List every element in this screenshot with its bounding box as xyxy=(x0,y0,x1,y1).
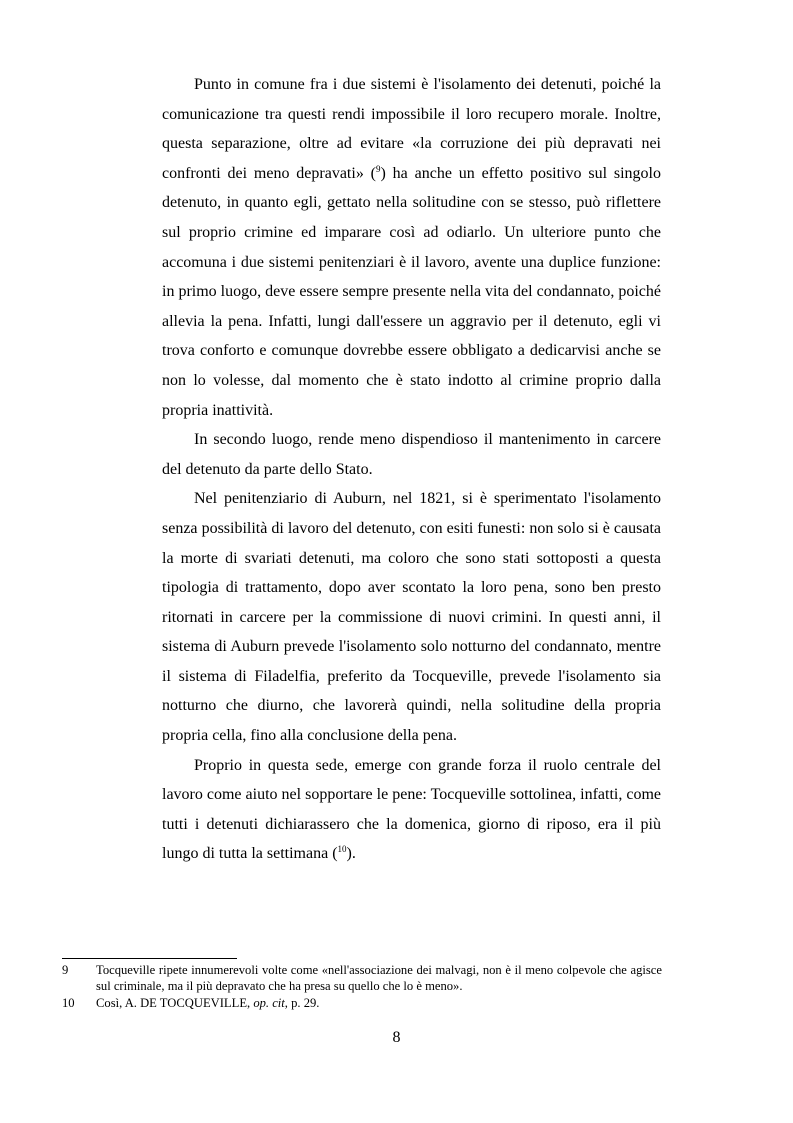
footnote-number: 9 xyxy=(62,963,69,977)
footnote-text xyxy=(96,996,662,1012)
footnotes xyxy=(62,963,662,1014)
footnote-9 xyxy=(62,963,662,994)
page-number: 8 xyxy=(392,1029,401,1046)
paragraph-4 xyxy=(162,751,661,869)
footnote-text-end: , p. 29. xyxy=(284,996,320,1010)
footnote-text-start: Così, A. DE TOCQUEVILLE, xyxy=(96,996,254,1010)
footnote-reference-9[interactable]: 9 xyxy=(376,163,381,174)
paragraph-2: In secondo luogo, rende meno dispendioso il mantenimento in carcere del detenuto da parte dello Stato. xyxy=(162,431,661,478)
paragraph-1-text-end: ) ha anche un effetto positivo sul singolo detenuto, in quanto egli, gettato nella solitudine con se stesso, può riflettere sul proprio crimine ed imparare così ad odiarlo. Un ulteriore punto che accomuna i due sistemi penitenziari è il lavoro, avente una duplice funzione: in primo luogo, deve essere sempre presente nella vita del condannato, poiché allevia la pena. Infatti, lungi dall'essere un aggravio per il detenuto, egli vi trova conforto e comunque dovrebbe essere obbligato a dedicarvisi anche se non lo volesse, dal momento che è stato indotto al crimine proprio dalla propria inattività. xyxy=(162,164,662,419)
footnote-10 xyxy=(62,996,662,1012)
paragraph-1-text-start: Punto in comune fra i due sistemi è l'isolamento dei detenuti, poiché la comunicazione tra questi rendi impossibile il loro recupero morale. Inoltre, questa separazione, oltre ad evitare «la corruzione dei più depravati nei confronti dei meno depravati» ( xyxy=(162,76,661,182)
footnote-citation-italic: op. cit xyxy=(253,996,285,1010)
footnote-text: Tocqueville ripete innumerevoli volte come «nell'associazione dei malvagi, non è il meno colpevole che agisce sul criminale, ma il più depravato che ha presa su quello che lo è meno». xyxy=(96,963,662,993)
paragraph-1 xyxy=(162,70,661,425)
paragraph-3: Nel penitenziario di Auburn, nel 1821, si è sperimentato l'isolamento senza possibilità di lavoro del detenuto, con esiti funesti: non solo si è causata la morte di svariati detenuti, ma coloro che sono stati sottoposti a questa tipologia di trattamento, dopo aver scontato la loro pena, sono ben presto ritornati in carcere per la commissione di nuovi crimini. In questi anni, il sistema di Auburn prevede l'isolamento solo notturno del condannato, mentre il sistema di Filadelfia, preferito da Tocqueville, prevede l'isolamento sia notturno che diurno, che lavorerà quindi, nella solitudine della propria propria cella, fino alla conclusione della pena. xyxy=(162,490,661,745)
footnote-separator xyxy=(62,958,237,959)
footnote-reference-10[interactable]: 10 xyxy=(337,844,347,855)
footnote-number: 10 xyxy=(62,996,75,1010)
body-text xyxy=(162,70,661,869)
paragraph-4-text-start: Proprio in questa sede, emerge con grande forza il ruolo centrale del lavoro come aiuto nel sopportare le pene: Tocqueville sottolinea, infatti, come tutti i detenuti dichiarassero che la domenica, giorno di riposo, era il più lungo di tutta la settimana ( xyxy=(162,756,661,863)
paragraph-4-text-end: ). xyxy=(346,845,356,863)
